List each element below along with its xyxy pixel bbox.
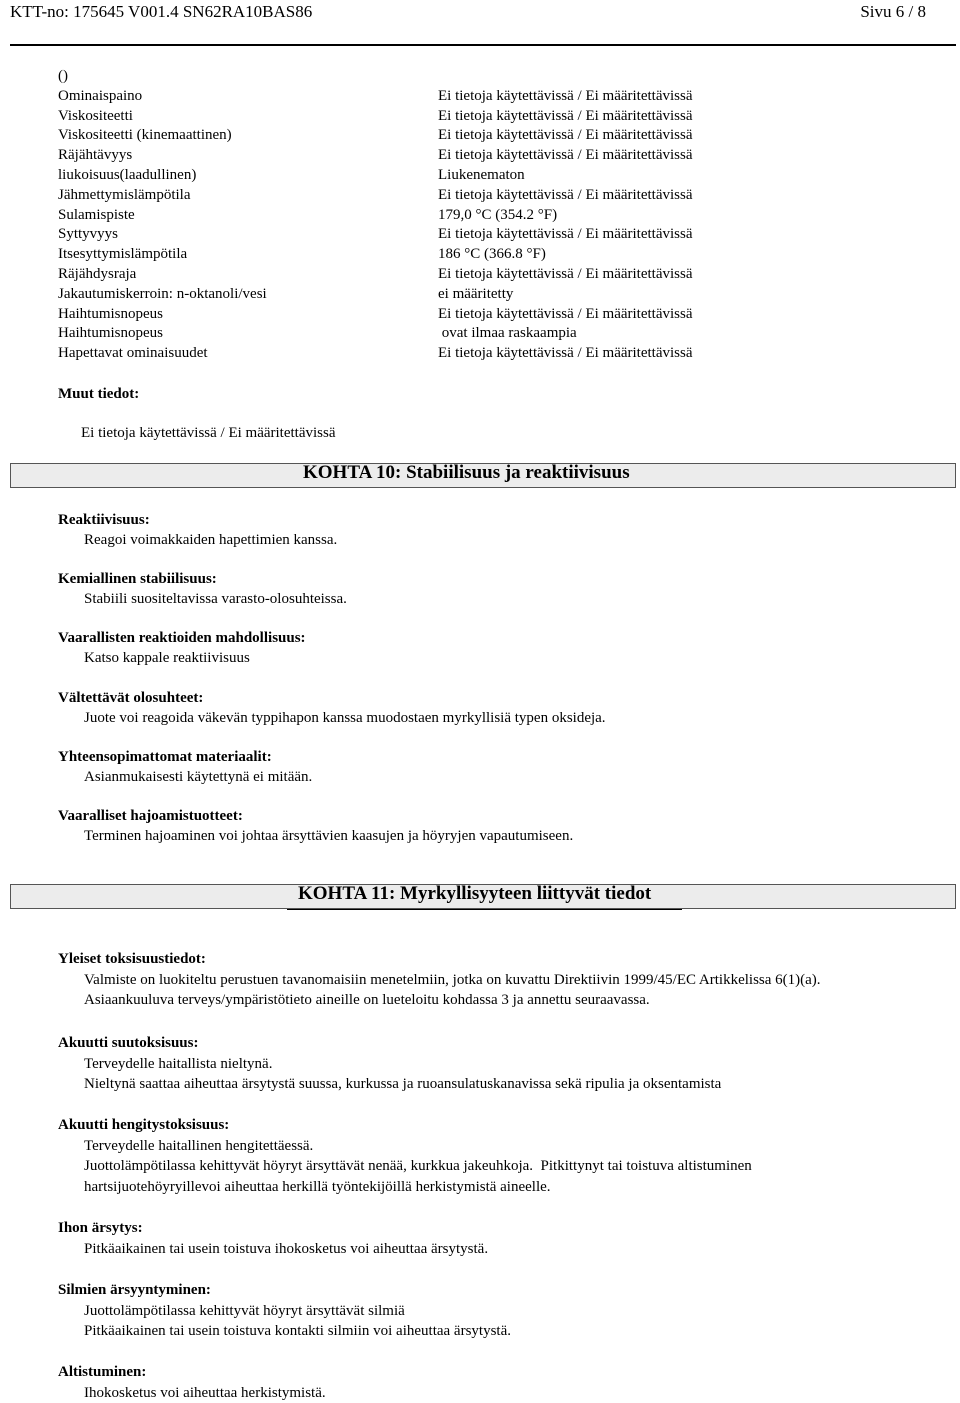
property-name: () [58, 67, 438, 87]
block-label: Reaktiivisuus: [58, 510, 948, 530]
block-text: Valmiste on luokiteltu perustuen tavanomaisiin menetelmiin, jotka on kuvattu Direktiivin 1999/45/EC Artikkelissa 6(1)(a). [58, 970, 948, 991]
section11-block [58, 1033, 948, 1095]
section11-block [58, 1362, 948, 1403]
property-row [58, 225, 938, 245]
property-name: Hapettavat ominaisuudet [58, 344, 438, 364]
section-11-header [10, 884, 956, 909]
block-text: Asiaankuuluva terveys/ympäristötieto aineille on lueteloitu kohdassa 3 ja annettu seuraavassa. [58, 990, 948, 1011]
block-label: Akuutti suutoksisuus: [58, 1033, 948, 1054]
property-value: Ei tietoja käytettävissä / Ei määritettävissä [438, 225, 938, 245]
block-label: Ihon ärsytys: [58, 1218, 948, 1239]
section-11-title: KOHTA 11: Myrkyllisyyteen liittyvät tiedot [298, 881, 955, 906]
block-text: Juottolämpötilassa kehittyvät höyryt ärsyttävät nenää, kurkkua jakeuhkoja. Pitkittynyt tai toistuva altistuminen [58, 1156, 948, 1177]
property-name: Syttyvyys [58, 225, 438, 245]
block-label: Altistuminen: [58, 1362, 948, 1383]
property-value: Ei tietoja käytettävissä / Ei määritettävissä [438, 107, 938, 127]
property-name: Haihtumisnopeus [58, 324, 438, 344]
property-value: Ei tietoja käytettävissä / Ei määritettävissä [438, 186, 938, 206]
property-value: 186 °C (366.8 °F) [438, 245, 938, 265]
property-name: Ominaispaino [58, 87, 438, 107]
page-header [10, 0, 926, 24]
property-value: 179,0 °C (354.2 °F) [438, 206, 938, 226]
property-row [58, 67, 938, 87]
property-value: Ei tietoja käytettävissä / Ei määritettävissä [438, 265, 938, 285]
property-name: Räjähdysraja [58, 265, 438, 285]
property-value: ei määritetty [438, 285, 938, 305]
header-divider [10, 44, 956, 46]
section-10-header [10, 463, 956, 488]
property-name: Itsesyttymislämpötila [58, 245, 438, 265]
block-text: hartsijuotehöyryillevoi aiheuttaa herkillä työntekijöillä herkistymistä aineelle. [58, 1177, 948, 1198]
property-value: Ei tietoja käytettävissä / Ei määritettävissä [438, 344, 938, 364]
property-value [438, 67, 938, 87]
property-value: Ei tietoja käytettävissä / Ei määritettävissä [438, 87, 938, 107]
section10-block [58, 628, 948, 668]
property-row [58, 87, 938, 107]
property-row [58, 186, 938, 206]
property-row [58, 206, 938, 226]
section-11-title-underline [287, 909, 682, 910]
property-row [58, 265, 938, 285]
property-row [58, 146, 938, 166]
property-name: Jakautumiskerroin: n-oktanoli/vesi [58, 285, 438, 305]
block-text: Terveydelle haitallista nieltynä. [58, 1054, 948, 1075]
property-row [58, 305, 938, 325]
section10-block [58, 510, 948, 550]
document-id: KTT-no: 175645 V001.4 SN62RA10BAS86 [10, 2, 312, 22]
property-row [58, 126, 938, 146]
block-text: Katso kappale reaktiivisuus [58, 648, 948, 668]
section10-block [58, 806, 948, 846]
section10-block [58, 569, 948, 609]
block-text: Stabiili suositeltavissa varasto-olosuhteissa. [58, 589, 948, 609]
block-text: Juottolämpötilassa kehittyvät höyryt ärsyttävät silmiä [58, 1301, 948, 1322]
block-label: Silmien ärsyyntyminen: [58, 1280, 948, 1301]
property-name: Haihtumisnopeus [58, 305, 438, 325]
page-number: Sivu 6 / 8 [860, 2, 926, 22]
property-name: liukoisuus(laadullinen) [58, 166, 438, 186]
block-text: Asianmukaisesti käytettynä ei mitään. [58, 767, 948, 787]
block-label: Vaaralliset hajoamistuotteet: [58, 806, 948, 826]
section10-block [58, 688, 948, 728]
section11-block [58, 949, 948, 1011]
block-text: Pitkäaikainen tai usein toistuva ihokosketus voi aiheuttaa ärsytystä. [58, 1239, 948, 1260]
block-text: Pitkäaikainen tai usein toistuva kontakti silmiin voi aiheuttaa ärsytystä. [58, 1321, 948, 1342]
property-value: Ei tietoja käytettävissä / Ei määritettävissä [438, 305, 938, 325]
block-text: Reagoi voimakkaiden hapettimien kanssa. [58, 530, 948, 550]
other-info-label: Muut tiedot: [58, 384, 139, 404]
property-name: Viskositeetti (kinemaattinen) [58, 126, 438, 146]
block-label: Yhteensopimattomat materiaalit: [58, 747, 948, 767]
block-label: Kemiallinen stabiilisuus: [58, 569, 948, 589]
block-text: Terveydelle haitallinen hengitettäessä. [58, 1136, 948, 1157]
block-label: Akuutti hengitystoksisuus: [58, 1115, 948, 1136]
block-label: Yleiset toksisuustiedot: [58, 949, 948, 970]
block-text: Ihokosketus voi aiheuttaa herkistymistä. [58, 1383, 948, 1403]
property-row [58, 285, 938, 305]
property-name: Viskositeetti [58, 107, 438, 127]
property-name: Räjähtävyys [58, 146, 438, 166]
property-row [58, 107, 938, 127]
section10-block [58, 747, 948, 787]
property-row [58, 166, 938, 186]
property-value: Liukenematon [438, 166, 938, 186]
other-info-text: Ei tietoja käytettävissä / Ei määritettävissä [81, 423, 336, 443]
property-name: Jähmettymislämpötila [58, 186, 438, 206]
property-value: Ei tietoja käytettävissä / Ei määritettävissä [438, 146, 938, 166]
block-label: Vältettävät olosuhteet: [58, 688, 948, 708]
section11-block [58, 1218, 948, 1259]
property-name: Sulamispiste [58, 206, 438, 226]
section11-block [58, 1115, 948, 1197]
block-text: Terminen hajoaminen voi johtaa ärsyttävien kaasujen ja höyryjen vapautumiseen. [58, 826, 948, 846]
section-10-title: KOHTA 10: Stabiilisuus ja reaktiivisuus [303, 460, 955, 485]
property-row [58, 324, 938, 344]
block-label: Vaarallisten reaktioiden mahdollisuus: [58, 628, 948, 648]
block-text: Juote voi reagoida väkevän typpihapon kanssa muodostaen myrkyllisiä typen oksideja. [58, 708, 948, 728]
block-text: Nieltynä saattaa aiheuttaa ärsytystä suussa, kurkussa ja ruoansulatuskanavissa sekä ripulia ja oksentamista [58, 1074, 948, 1095]
section11-block [58, 1280, 948, 1342]
property-value: ovat ilmaa raskaampia [438, 324, 938, 344]
property-value: Ei tietoja käytettävissä / Ei määritettävissä [438, 126, 938, 146]
property-row [58, 245, 938, 265]
properties-table [58, 67, 938, 364]
property-row [58, 344, 938, 364]
